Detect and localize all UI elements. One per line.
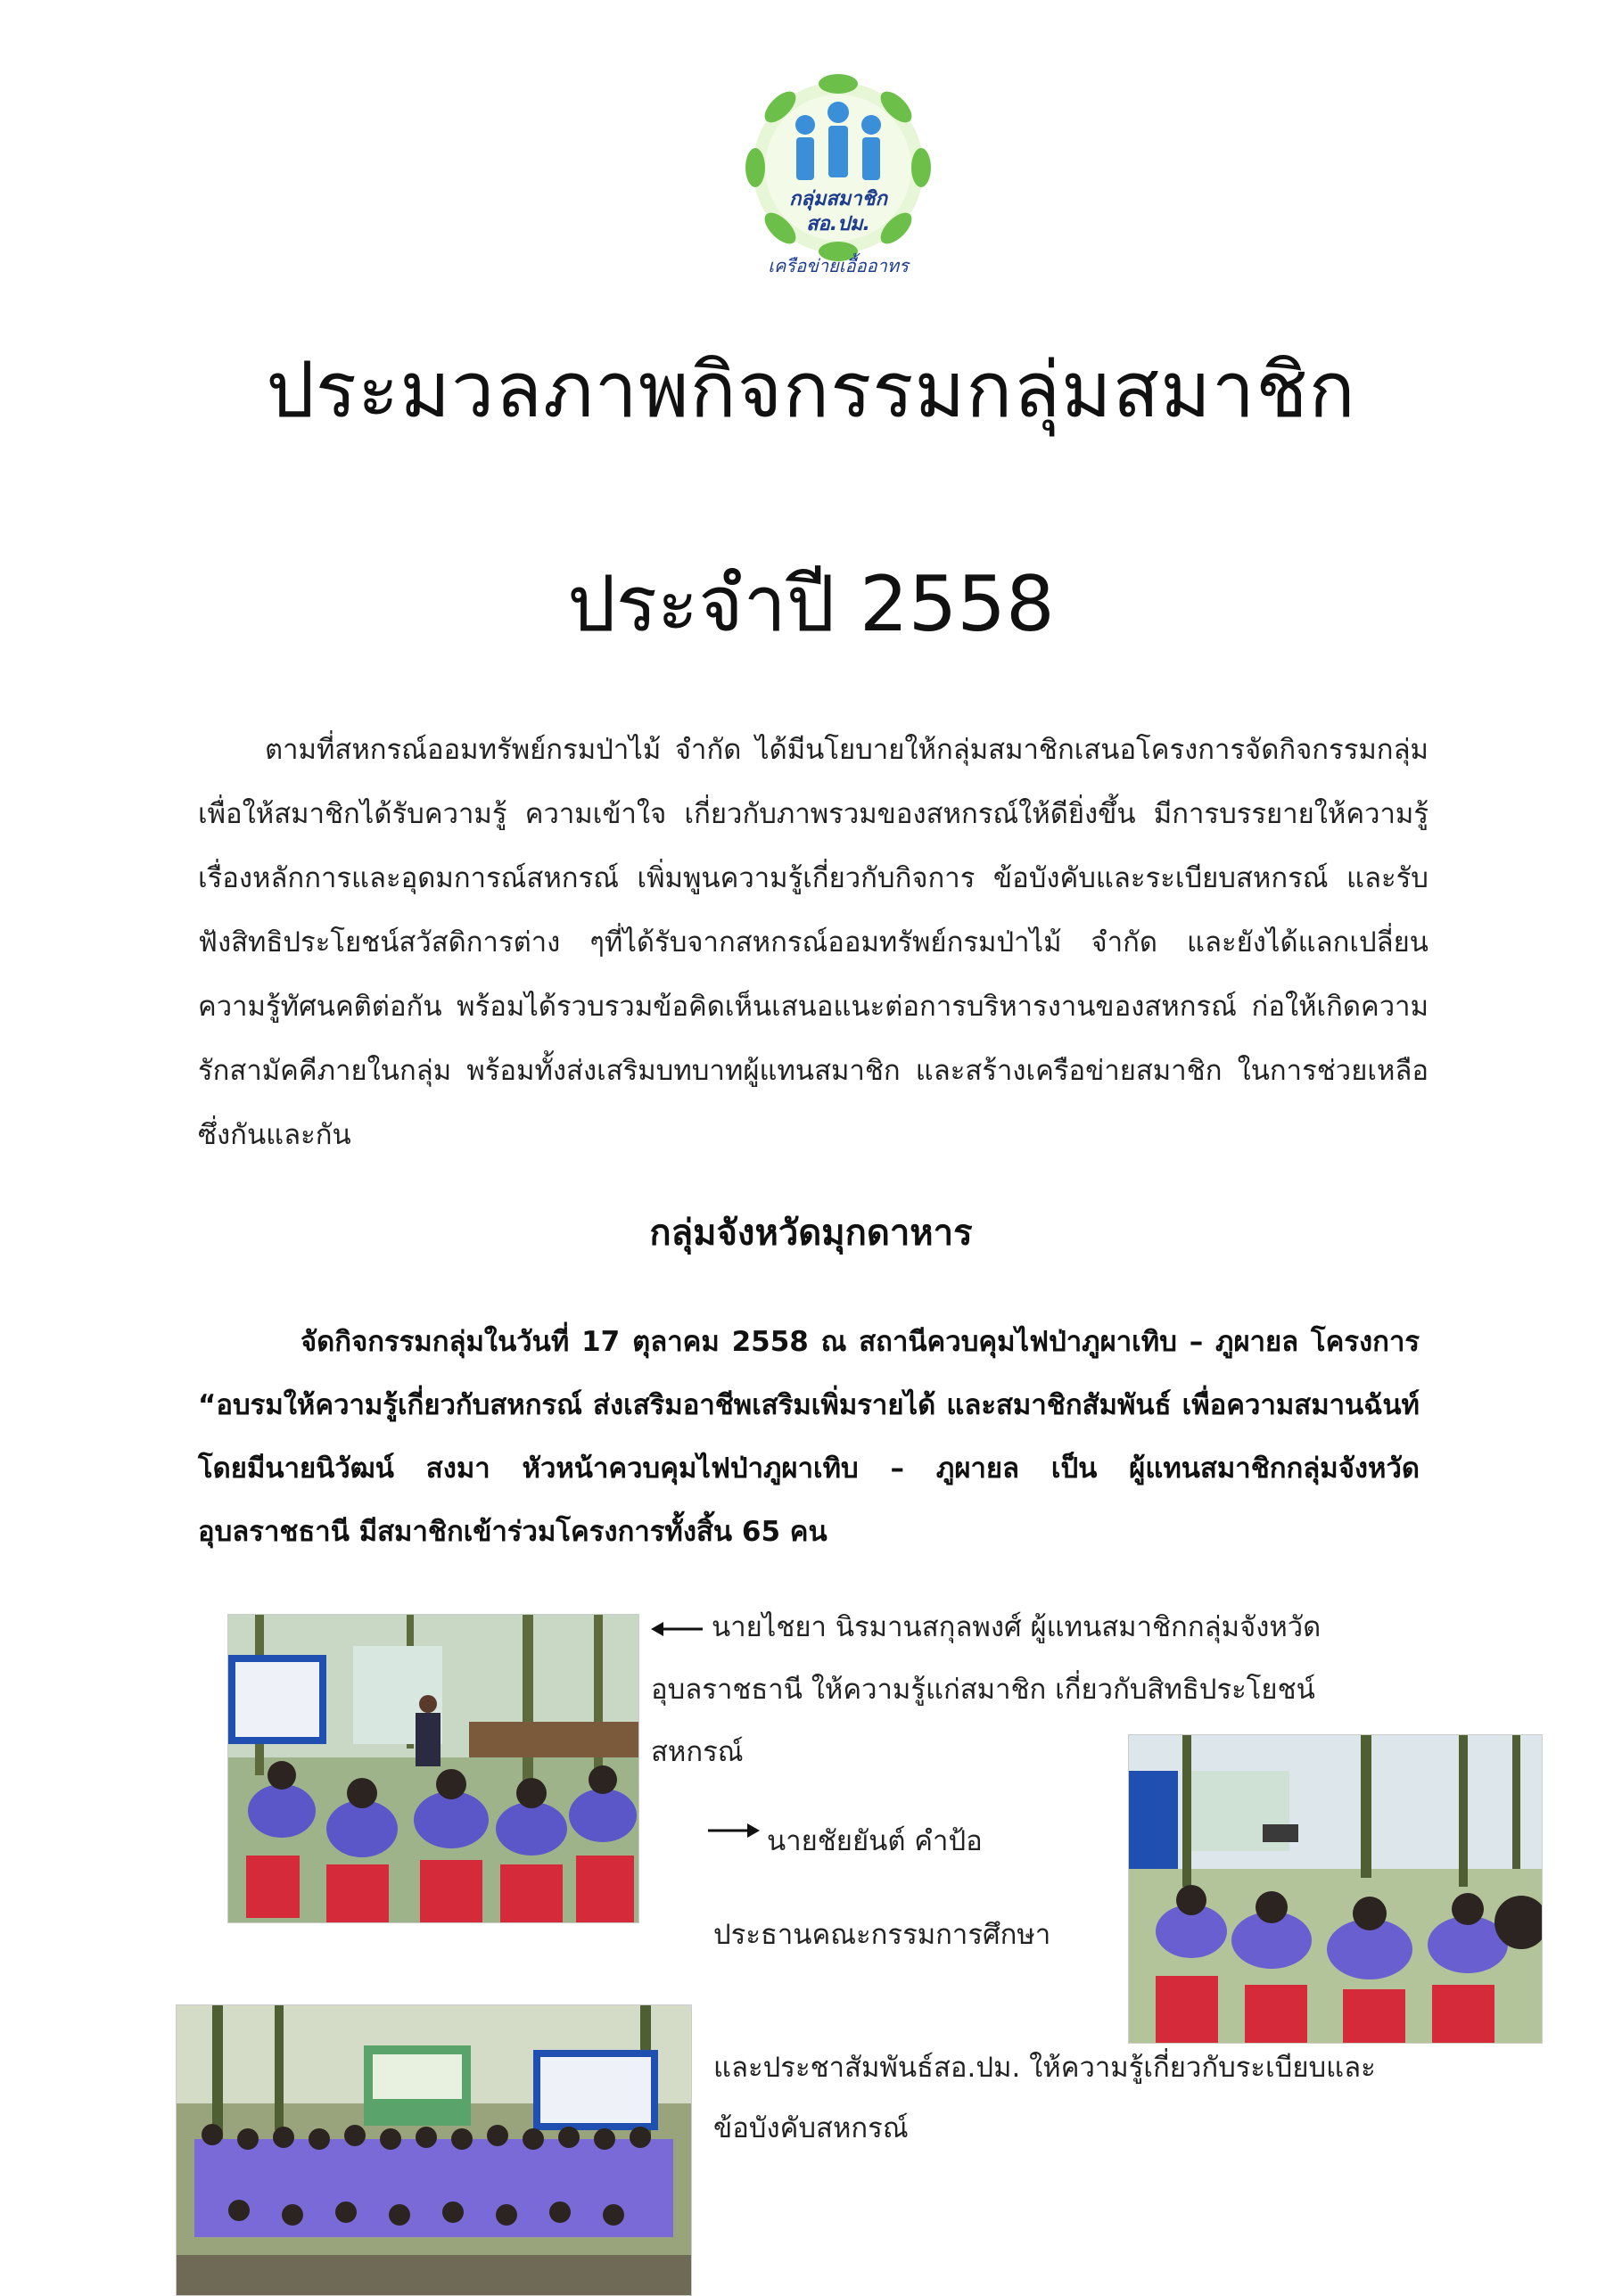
caption-group-line1: และประชาสัมพันธ์สอ.ปม. ให้ความรู้เกี่ยวกับระเบียบและ [713,2052,1376,2084]
page-title: ประมวลภาพกิจกรรมกลุ่มสมาชิก [266,346,1356,435]
caption-speaker-line2: อุบลราชธานี ให้ความรู้แก่สมาชิก เกี่ยวกับสิทธิประโยชน์ [651,1674,1315,1706]
arrow-left-icon [651,1616,704,1642]
logo-text-2: สอ.ปม. [806,213,870,235]
arrow-right-icon [706,1817,760,1844]
caption-group [713,2037,1516,2159]
section-heading: กลุ่มจังหวัดมุกดาหาร [649,1213,973,1254]
page-subtitle: ประจำปี 2558 [567,560,1055,649]
photo-audience [1128,1734,1543,2044]
caption-speaker-line1: นายไชยา นิรมานสกุลพงศ์ ผู้แทนสมาชิกกลุ่มจังหวัด [712,1611,1321,1643]
photo-speaker [227,1614,639,1923]
caption-chairman [767,1810,1124,1872]
logo [745,71,932,281]
intro-paragraph: ตามที่สหกรณ์ออมทรัพย์กรมป่าไม้ จำกัด ได้มีนโยบายให้กลุ่มสมาชิกเสนอโครงการจัดกิจกรรมกลุ่ม เพื่อให้สมาชิกได้รับความรู้ ความเข้าใจ เกี่ยวกับภาพรวมของสหกรณ์ให้ดียิ่งขึ้น มีการบรรยายให้ความรู้เรื่องหลักการและอุดมการณ์สหกรณ์ เพิ่มพูนความรู้เกี่ยวกับกิจการ ข้อบังคับและระเบียบสหกรณ์ และรับฟังสิทธิประโยชน์สวัสดิการต่าง ๆที่ได้รับจากสหกรณ์ออมทรัพย์กรมป่าไม้ จำกัด และยังได้แลกเปลี่ยนความรู้ทัศนคติต่อกัน พร้อมได้รวบรวมข้อคิดเห็นเสนอแนะต่อการบริหารงานของสหกรณ์ ก่อให้เกิดความรักสามัคคีภายในกลุ่ม พร้อมทั้งส่งเสริมบทบาทผู้แทนสมาชิก และสร้างเครือข่ายสมาชิก ในการช่วยเหลือซึ่งกันและกัน [198,734,1429,1151]
logo-text-1: กลุ่มสมาชิก [789,188,887,210]
caption-chairman-line2: ประธานคณะกรรมการศึกษา [713,1919,1051,1951]
photo-group [176,2004,692,2296]
event-paragraph: จัดกิจกรรมกลุ่มในวันที่ 17 ตุลาคม 2558 ณ สถานีควบคุมไฟป่าภูผาเทิบ – ภูผายล โครงการ “อบรมให้ความรู้เกี่ยวกับสหกรณ์ ส่งเสริมอาชีพเสริมเพิ่มรายได้ และสมาชิกสัมพันธ์ เพื่อความสมานฉันท์ โดยมีนายนิวัฒน์ สงมา หัวหน้าควบคุมไฟป่าภูผาเทิบ – ภูผายล เป็น ผู้แทนสมาชิกกลุ่มจังหวัดอุบลราชธานี มีสมาชิกเข้าร่วมโครงการทั้งสิ้น 65 คน [198,1326,1420,1548]
caption-group-line2: ข้อบังคับสหกรณ์ [713,2112,909,2144]
caption-speaker-line3: สหกรณ์ [651,1736,744,1768]
caption-chairman-line1: นายชัยยันต์ คำป้อ [767,1825,983,1857]
logo-caption: เครือข่ายเอื้ออาทร [768,255,909,276]
